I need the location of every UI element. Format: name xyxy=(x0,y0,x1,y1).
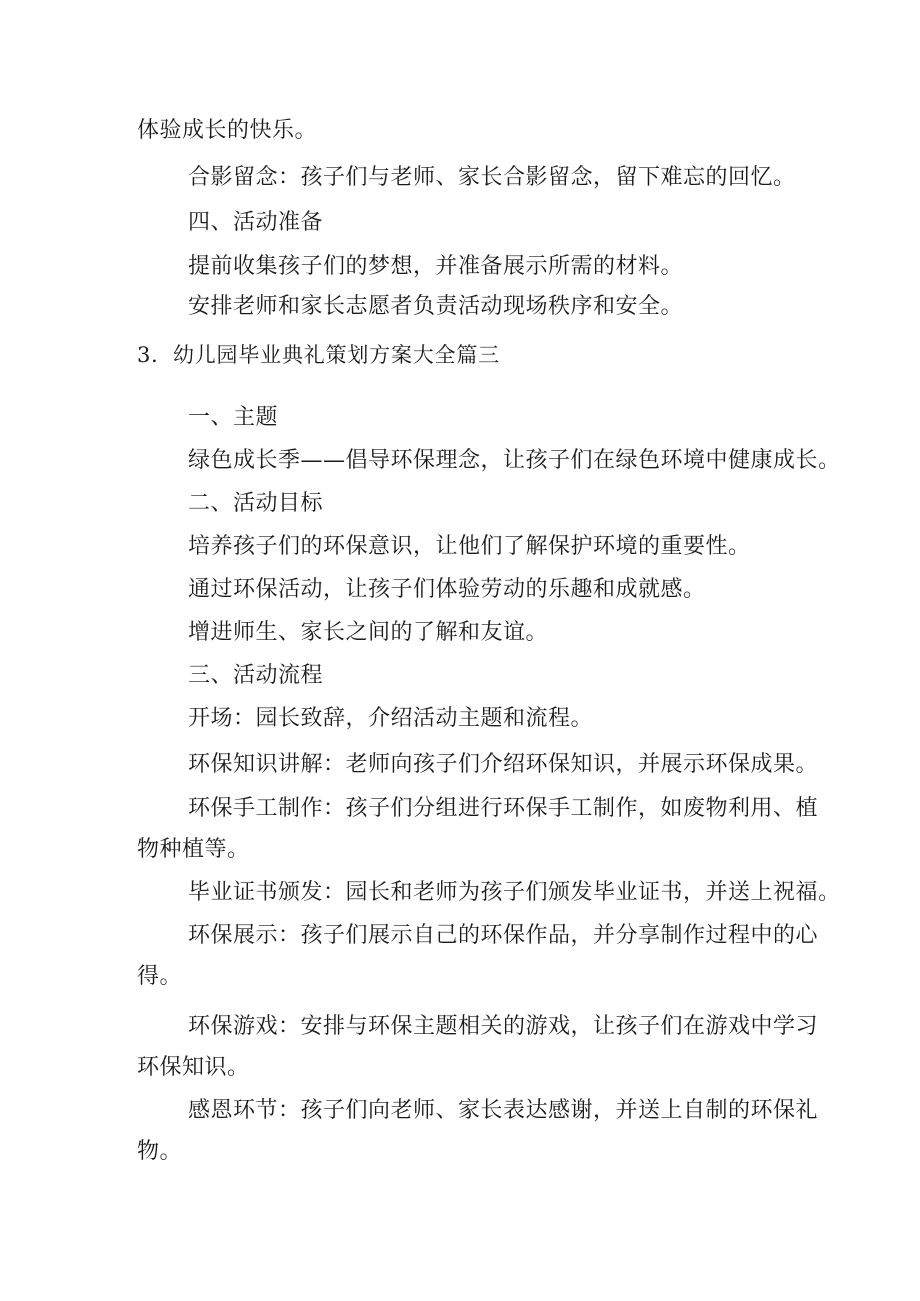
flow-item: 感恩环节：孩子们向老师、家长表达感谢，并送上自制的环保礼 xyxy=(188,1098,819,1123)
flow-item: 环保手工制作：孩子们分组进行环保手工制作，如废物利用、植 xyxy=(188,796,819,821)
flow-item-continuation: 得。 xyxy=(137,964,183,989)
flow-item-continuation: 环保知识。 xyxy=(137,1055,250,1080)
section-title: 三、活动流程 xyxy=(188,663,324,688)
section-title: 一、主题 xyxy=(188,405,279,430)
chapter-heading: 3．幼儿园毕业典礼策划方案大全篇三 xyxy=(137,343,500,367)
flow-item: 开场：园长致辞，介绍活动主题和流程。 xyxy=(188,706,594,731)
paragraph-line: 安排老师和家长志愿者负责活动现场秩序和安全。 xyxy=(188,294,684,319)
flow-item: 环保展示：孩子们展示自己的环保作品，并分享制作过程中的心 xyxy=(188,923,819,948)
section-title: 四、活动准备 xyxy=(188,210,324,235)
goal-item: 培养孩子们的环保意识，让他们了解保护环境的重要性。 xyxy=(188,534,751,559)
paragraph-line: 体验成长的快乐。 xyxy=(137,118,318,143)
paragraph-line: 提前收集孩子们的梦想，并准备展示所需的材料。 xyxy=(188,254,684,279)
goal-item: 通过环保活动，让孩子们体验劳动的乐趣和成就感。 xyxy=(188,577,706,602)
section-title: 二、活动目标 xyxy=(188,491,324,516)
flow-item: 毕业证书颁发：园长和老师为孩子们颁发毕业证书，并送上祝福。 xyxy=(188,880,841,905)
flow-item: 环保游戏：安排与环保主题相关的游戏，让孩子们在游戏中学习 xyxy=(188,1014,819,1039)
flow-item: 环保知识讲解：老师向孩子们介绍环保知识，并展示环保成果。 xyxy=(188,752,819,777)
flow-item-continuation: 物种植等。 xyxy=(137,837,250,862)
goal-item: 增进师生、家长之间的了解和友谊。 xyxy=(188,620,549,645)
flow-item-continuation: 物。 xyxy=(137,1139,183,1164)
paragraph-line: 绿色成长季——倡导环保理念，让孩子们在绿色环境中健康成长。 xyxy=(188,448,841,473)
paragraph-line: 合影留念：孩子们与老师、家长合影留念，留下难忘的回忆。 xyxy=(188,165,796,190)
